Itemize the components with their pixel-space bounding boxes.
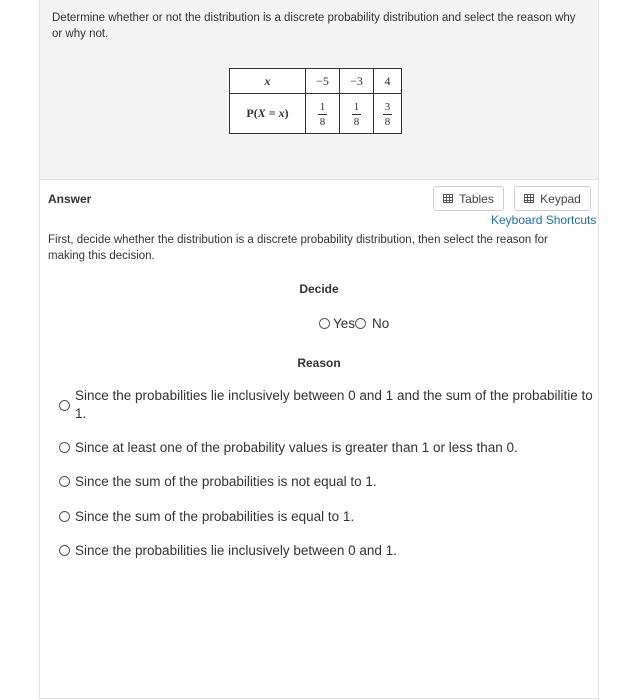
x-value: −5 [306, 69, 340, 94]
question-panel [39, 0, 599, 699]
x-header: x [230, 69, 306, 94]
probability-value: $\frac{1}{8}$ [306, 94, 340, 134]
decide-option-yes[interactable] [319, 316, 355, 331]
reason-option-label: Since the sum of the probabilities is not equal to 1. [75, 474, 377, 489]
question-prompt: Determine whether or not the distribution is a discrete probability distribution and select the reason why or why not. [52, 12, 576, 40]
reason-option-1[interactable] [59, 387, 595, 423]
radio-icon[interactable] [59, 442, 70, 453]
table-icon [443, 194, 453, 203]
probability-header: P(X = x) [230, 94, 306, 134]
reason-option-3[interactable] [59, 474, 377, 489]
keypad-icon [524, 194, 534, 203]
table-row [230, 69, 402, 94]
x-value: −3 [340, 69, 374, 94]
reason-option-label: Since at least one of the probability values is greater than 1 or less than 0. [75, 440, 518, 455]
reason-option-label: Since the sum of the probabilities is equal to 1. [75, 509, 355, 524]
tables-button[interactable] [433, 186, 504, 211]
decide-title: Decide [299, 282, 339, 296]
reason-option-4[interactable] [59, 509, 354, 524]
reason-option-label: Since the probabilities lie inclusively between 0 and 1. [75, 543, 397, 558]
probability-value: $\frac{1}{8}$ [340, 94, 374, 134]
radio-icon[interactable] [59, 545, 70, 556]
keypad-button[interactable] [514, 186, 591, 211]
probability-value: $\frac{3}{8}$ [374, 94, 402, 134]
question-box [40, 0, 598, 180]
decide-options [319, 314, 389, 332]
keypad-button-label: Keypad [540, 191, 581, 206]
reason-option-label: Since the probabilities lie inclusively between 0 and 1 and the sum of the probabilitie to 1. [75, 388, 593, 421]
x-value: 4 [374, 69, 402, 94]
reason-option-5[interactable] [59, 543, 397, 558]
radio-icon[interactable] [59, 400, 70, 411]
answer-label: Answer [48, 192, 92, 206]
decide-option-label: No [372, 315, 390, 331]
radio-icon[interactable] [59, 511, 70, 522]
table-row [230, 94, 402, 134]
radio-icon[interactable] [355, 318, 366, 329]
radio-icon[interactable] [319, 318, 330, 329]
decide-option-label: Yes [333, 315, 356, 331]
distribution-table [229, 68, 402, 134]
instruction-text: First, decide whether the distribution is a discrete probability distribution, then select the reason for making this decision. [48, 234, 548, 262]
decide-option-no[interactable] [355, 316, 389, 331]
keyboard-shortcuts-link[interactable]: Keyboard Shortcuts [491, 213, 597, 227]
tables-button-label: Tables [459, 191, 494, 206]
reason-option-2[interactable] [59, 440, 518, 455]
radio-icon[interactable] [59, 476, 70, 487]
reason-title: Reason [297, 356, 341, 370]
